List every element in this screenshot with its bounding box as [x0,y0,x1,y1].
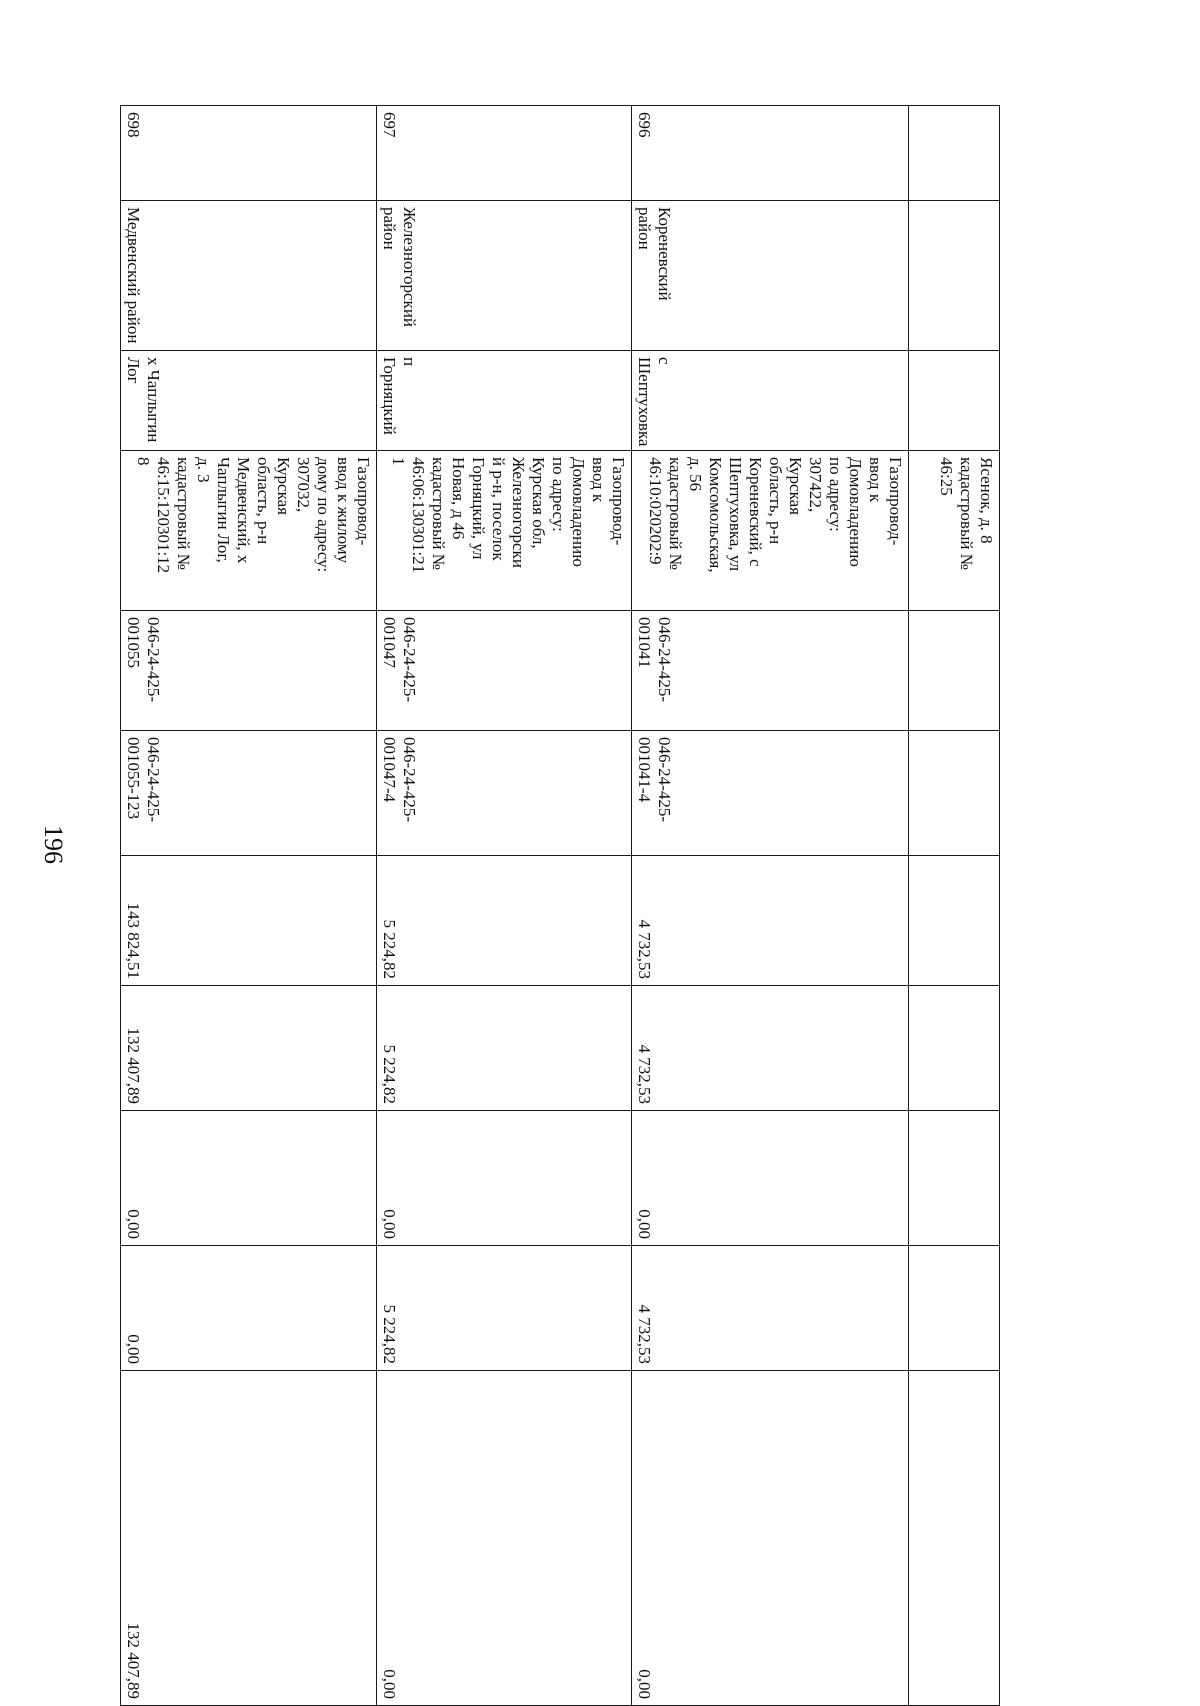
address-line: кадастровый № [957,457,976,570]
address-line: ввод к [865,457,885,503]
row-index: 698 [121,106,377,201]
value-cell: 143 824,51 [121,856,377,986]
address-line: 8 [133,457,153,466]
address-line: 46:25 [937,457,956,496]
district-cell: Железногорский район [376,201,632,351]
subcode-cell [376,731,632,856]
address-line: кадастровый № [173,457,193,570]
subcode-line: 001047-4 [379,737,399,803]
value-cell: 5 224,82 [376,986,632,1111]
value-cell: 0,00 [121,1246,377,1371]
district-cell: Медвенский район [121,201,377,351]
address-cell [121,451,377,611]
address-line: Домовладению [569,457,589,567]
code-cell [632,611,908,731]
settlement-cell [376,351,632,451]
settlement-line: х Чаплыгин [144,357,163,443]
value-cell: 0,00 [121,1111,377,1246]
address-line: ввод к [589,457,609,503]
settlement-cell [908,351,999,451]
address-line: Газопровод- [885,457,905,546]
table-row [121,106,377,1706]
address-line: й р-н, поселок [489,457,509,561]
address-line: область, р-н [765,457,785,545]
table-row [632,106,908,1706]
subcode-cell [908,731,999,856]
address-line: Медвенский, х [233,457,253,564]
subcode-line: 001055-123 [124,737,143,820]
code-line: 046-24-425- [144,617,163,702]
address-line: Домовладению [845,457,865,567]
row-index: 696 [632,106,908,201]
page-number: 196 [39,825,68,864]
subcode-cell [121,731,377,856]
value-cell [908,1111,999,1246]
settlement-line: Лог [124,357,143,384]
value-cell: 5 224,82 [376,856,632,986]
address-line: область, р-н [253,457,273,545]
settlement-cell [632,351,908,451]
address-line: ввод к жилому [333,457,353,564]
address-line: 307422, [805,457,825,513]
address-line: дому по адресу: [313,457,333,573]
code-cell [376,611,632,731]
settlement-line: с [655,357,675,365]
code-line: 001047 [379,617,399,668]
settlement-cell [121,351,377,451]
value-cell [908,856,999,986]
index-cell [908,106,999,201]
value-cell: 132 407,89 [121,986,377,1111]
district-cell: Кореневский район [632,201,908,351]
address-line: Газопровод- [609,457,629,546]
address-line: д. 56 [685,457,705,492]
address-cell [908,451,999,611]
address-cell [632,451,908,611]
subcode-line: 046-24-425- [144,737,163,822]
address-line: Комсомольская, [705,457,725,573]
code-cell [121,611,377,731]
address-line: 1 [389,457,409,466]
ledger-table [120,105,1000,1706]
address-line: Курская [273,457,293,515]
district-cell [908,201,999,351]
value-cell [908,1371,999,1706]
settlement-line: Шептуховка [635,357,655,447]
address-line: Железногорски [509,457,529,568]
code-line: 046-24-425- [399,617,419,702]
address-line: Газопровод- [353,457,373,546]
code-cell [908,611,999,731]
address-line: по адресу: [549,457,569,532]
value-cell: 0,00 [376,1111,632,1246]
value-cell: 4 732,53 [632,986,908,1111]
address-line: 46:15:120301:12 [153,457,173,574]
row-index: 697 [376,106,632,201]
subcode-line: 046-24-425- [399,737,419,822]
value-cell: 0,00 [632,1371,908,1706]
value-cell: 4 732,53 [632,856,908,986]
subcode-line: 001041-4 [635,737,655,803]
address-line: Горняцкий, ул [469,457,489,560]
value-cell: 5 224,82 [376,1246,632,1371]
address-cell [376,451,632,611]
address-line: 307032, [293,457,313,513]
address-line: Ясенок, д. 8 [977,457,996,544]
value-cell: 0,00 [632,1111,908,1246]
settlement-line: п [399,357,419,367]
value-cell [908,1246,999,1371]
code-line: 001041 [635,617,655,668]
subcode-line: 046-24-425- [655,737,675,822]
address-line: кадастровый № [665,457,685,570]
address-line: Кореневский, с [745,457,765,567]
subcode-cell [632,731,908,856]
address-line: Шептуховка, ул [725,457,745,572]
address-line: Курская обл, [529,457,549,549]
address-line: кадастровый № [429,457,449,570]
address-line: Чаплыгин Лог, [213,457,233,563]
rotated-table-wrapper [120,105,1000,1699]
table-row [376,106,632,1706]
value-cell [908,986,999,1111]
value-cell: 0,00 [376,1371,632,1706]
address-line: Новая, д 46 [449,457,469,540]
value-cell: 132 407,89 [121,1371,377,1706]
address-line: по адресу: [825,457,845,532]
settlement-line: Горняцкий [379,357,399,435]
address-line: 46:06:130301:21 [409,457,429,574]
code-line: 001055 [124,617,143,668]
code-line: 046-24-425- [655,617,675,702]
continuation-row [908,106,999,1706]
address-line: д. 3 [193,457,213,483]
address-line: Курская [785,457,805,515]
value-cell: 4 732,53 [632,1246,908,1371]
address-line: 46:10:020202:9 [645,457,665,565]
